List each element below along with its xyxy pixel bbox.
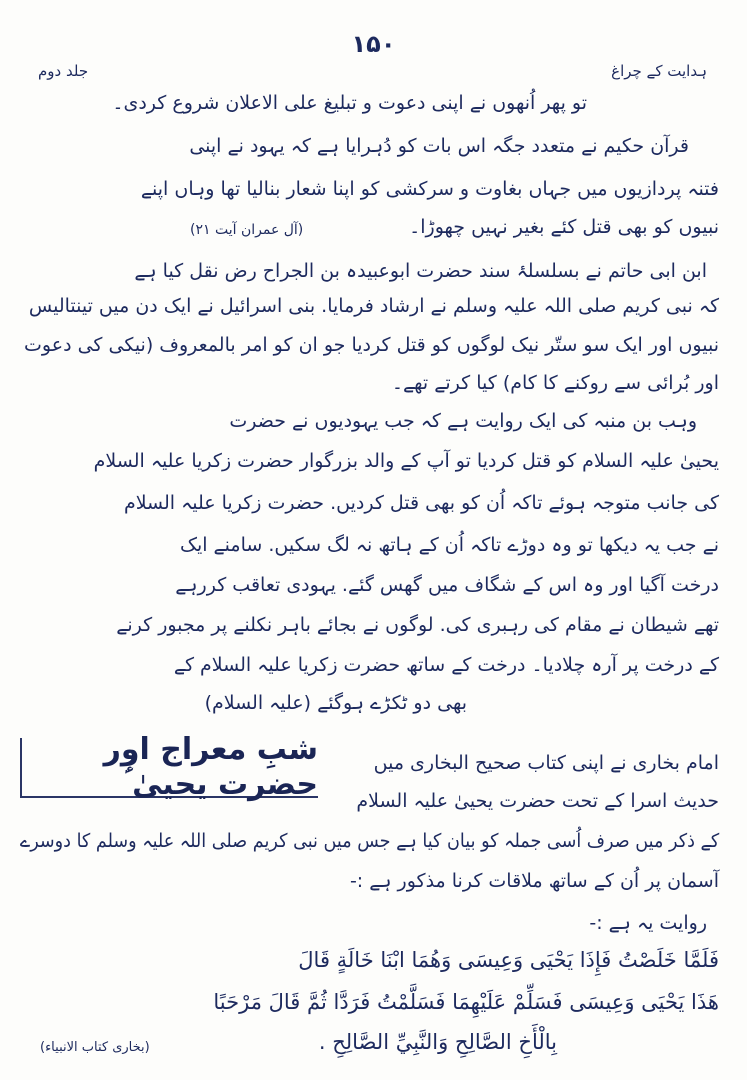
text-line: یحییٰ علیہ السلام کو قتل کردیا تو آپ کے والد بزرگوار حضرت زکریا علیہ السلام (93, 450, 719, 472)
arabic-text-line: بِالْأَخِ الصَّالِحِ وَالنَّبِيِّ الصَّالِحِ . (318, 1030, 557, 1054)
text-line: وہب بن منبہ کی ایک روایت ہے کہ جب یہودیوں نے حضرت (229, 410, 697, 432)
text-line: روایت یہ ہے :- (589, 912, 707, 934)
text-line: قرآن حکیم نے متعدد جگہ اس بات کو دُہرایا ہے کہ یہود نے اپنی (189, 135, 689, 157)
text-line: حدیث اسرا کے تحت حضرت یحییٰ علیہ السلام (356, 790, 719, 812)
volume-label: جلد دوم (38, 62, 89, 80)
text-line: درخت آگیا اور وہ اس کے شگاف میں گھس گئے. یہودی تعاقب کررہے (175, 574, 719, 596)
text-line: نے جب یہ دیکھا تو وہ دوڑے تاکہ اُن کے ہاتھ نہ لگ سکیں. سامنے ایک (179, 534, 719, 556)
section-heading (20, 732, 318, 802)
text-line: کہ نبی کریم صلی اللہ علیہ وسلم نے ارشاد فرمایا. بنی اسرائیل نے ایک دن میں تینتالیس (28, 295, 719, 317)
text-line: نبیوں اور ایک سو ستّر نیک لوگوں کو قتل کردیا جو ان کو امر بالمعروف (نیکی کی دعوت (24, 334, 719, 356)
text-line: تھے شیطان نے مقام کی رہبری کی. لوگوں نے بجائے باہر نکلنے پر مجبور کرنے (116, 614, 719, 636)
text-line: ابن ابی حاتم نے بسلسلۂ سند حضرت ابوعبیدہ بن الجراح رض نقل کیا ہے (134, 260, 707, 282)
quran-reference: (آل عمران آیت ۲۱) (190, 222, 304, 238)
text-line: فتنہ پردازیوں میں جہاں بغاوت و سرکشی کو اپنا شعار بنالیا تھا وہاں اپنے (140, 178, 719, 200)
text-line: تو پھر اُنھوں نے اپنی دعوت و تبلیغ علی الاعلان شروع کردی۔ (112, 92, 587, 114)
arabic-text-line: هَذَا يَحْيَى وَعِيسَى فَسَلِّمْ عَلَيْهِمَا فَسَلَّمْتُ فَرَدَّا ثُمَّ قَالَ مَرْحَبًا (213, 990, 719, 1014)
text-line: آسمان پر اُن کے ساتھ ملاقات کرنا مذکور ہے :- (349, 870, 719, 892)
text-line: کے درخت پر آرہ چلادیا۔ درخت کے ساتھ حضرت زکریا علیہ السلام کے (173, 654, 719, 676)
arabic-text-line: فَلَمَّا خَلَصْتُ فَإِذَا يَحْيَى وَعِيسَى وَهُمَا ابْنَا خَالَةٍ قَالَ (298, 948, 719, 972)
section-heading-text: شبِ معراج اور حضرت یحییٰ ؑ (103, 732, 318, 802)
text-line: کی جانب متوجہ ہوئے تاکہ اُن کو بھی قتل کردیں. حضرت زکریا علیہ السلام (123, 492, 719, 514)
text-line: بھی دو ٹکڑے ہوگئے (علیہ السلام) (204, 692, 467, 714)
book-title: ہدایت کے چراغ (611, 62, 707, 80)
text-line: نبیوں کو بھی قتل کئے بغیر نہیں چھوڑا۔ (409, 216, 719, 238)
page-number: ۱۵۰ (351, 30, 396, 58)
text-line: اور بُرائی سے روکنے کا کام) کیا کرتے تھے۔ (391, 372, 719, 394)
text-line: امام بخاری نے اپنی کتاب صحیح البخاری میں (373, 752, 719, 774)
hadith-citation: (بخاری کتاب الانبیاء) (40, 1040, 150, 1055)
text-line: کے ذکر میں صرف اُسی جملہ کو بیان کیا ہے جس میں نبی کریم صلی اللہ علیہ وسلم کا دوسرے (19, 830, 719, 852)
